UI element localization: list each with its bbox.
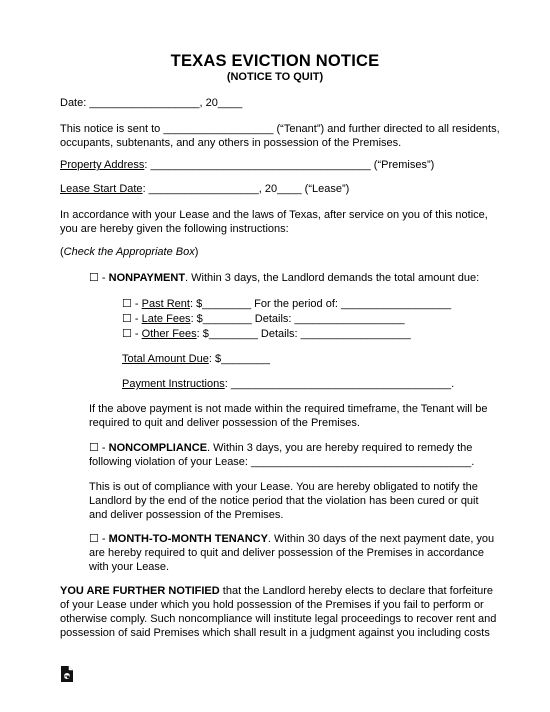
property-address-label: Property Address [60, 159, 145, 171]
accordance-line-2: you are hereby given the following instructions: [60, 223, 289, 235]
payment-instructions-field: : ____________________________________. [224, 378, 455, 390]
payment-instructions-label: Payment Instructions [122, 378, 225, 390]
out-of-compliance-line-3: and deliver possession of the Premises. [89, 509, 284, 521]
date-label: Date: [60, 97, 90, 109]
past-rent-field: : $________ For the period of: __________________ [189, 298, 452, 310]
late-fees-line [122, 312, 405, 327]
late-fees-field: : $________ Details: __________________ [190, 313, 405, 325]
nonpayment-title: NONPAYMENT [108, 272, 186, 284]
nonpayment-text: . Within 3 days, the Landlord demands the total amount due: [185, 272, 480, 284]
month-to-month-option [89, 532, 494, 547]
date-line [60, 96, 242, 111]
total-due-label: Total Amount Due [122, 353, 209, 365]
further-notified-line-1 [60, 584, 493, 599]
further-notified-line-4: possession of said Premises which shall result in a judgment against you including costs [60, 627, 490, 639]
notice-line-1: This notice is sent to __________________ (“Tenant”) and further directed to all residents, [60, 123, 500, 135]
property-address-field: : ____________________________________ (“Premises”) [144, 159, 435, 171]
nonpayment-checkbox[interactable]: ☐ - [89, 272, 109, 284]
other-fees-checkbox[interactable]: ☐ - [122, 328, 142, 340]
accordance-line-1: In accordance with your Lease and the laws of Texas, after service on you of this notice, [60, 209, 488, 221]
total-due-line [122, 352, 270, 367]
late-fees-label: Late Fees [141, 313, 191, 325]
lease-start-label: Lease Start Date [60, 183, 143, 195]
not-made-line-2: required to quit and deliver possession of the Premises. [89, 417, 360, 429]
month-to-month-title: MONTH-TO-MONTH TENANCY [108, 533, 268, 545]
lease-start-line [60, 182, 349, 197]
noncompliance-line-2: following violation of your Lease: ____________________________________. [89, 456, 475, 468]
month-to-month-checkbox[interactable]: ☐ - [89, 533, 109, 545]
noncompliance-title: NONCOMPLIANCE [108, 442, 208, 454]
document-logo-icon [60, 665, 74, 683]
past-rent-label: Past Rent [141, 298, 190, 310]
month-to-month-line-2: are hereby required to quit and deliver possession of the Premises in accordance [89, 547, 485, 559]
lease-start-field: : __________________, 20____ (“Lease”) [142, 183, 350, 195]
check-instruction-text: Check the Appropriate Box [63, 246, 195, 258]
out-of-compliance-line-2: Landlord by the end of the notice period that the violation has been cured or quit [89, 495, 479, 507]
out-of-compliance-line-1: This is out of compliance with your Lease. You are hereby obligated to notify the [89, 481, 478, 493]
document-title: TEXAS EVICTION NOTICE [170, 52, 380, 70]
further-notified-line-2: of your Lease under which you hold possession of the Premises if you fail to perform or [60, 599, 484, 611]
late-fees-checkbox[interactable]: ☐ - [122, 313, 142, 325]
check-open-paren: ( [60, 246, 64, 258]
further-notified-heading: YOU ARE FURTHER NOTIFIED [60, 585, 220, 597]
check-instruction [60, 245, 198, 260]
other-fees-line [122, 327, 411, 342]
property-address-line [60, 158, 434, 173]
nonpayment-option [89, 271, 479, 286]
other-fees-field: : $________ Details: __________________ [196, 328, 411, 340]
past-rent-checkbox[interactable]: ☐ - [122, 298, 142, 310]
date-field: __________________, 20____ [89, 97, 243, 109]
noncompliance-text: . Within 3 days, you are hereby required to remedy the [207, 442, 473, 454]
past-rent-line [122, 297, 451, 312]
month-to-month-text: . Within 30 days of the next payment date, you [267, 533, 495, 545]
total-due-field: : $________ [208, 353, 271, 365]
not-made-line-1: If the above payment is not made within the required timeframe, the Tenant will be [89, 403, 488, 415]
document-subtitle: (NOTICE TO QUIT) [226, 71, 324, 83]
further-notified-text: that the Landlord hereby elects to declare that forfeiture [219, 585, 494, 597]
check-close-paren: ) [194, 246, 199, 258]
other-fees-label: Other Fees [141, 328, 197, 340]
further-notified-line-3: otherwise comply. Such noncompliance will institute legal proceedings to recover rent and [60, 613, 497, 625]
notice-line-2: occupants, subtenants, and any others in possession of the Premises. [60, 137, 402, 149]
noncompliance-checkbox[interactable]: ☐ - [89, 442, 109, 454]
payment-instructions-line [122, 377, 454, 392]
month-to-month-line-3: with your Lease. [89, 561, 170, 573]
noncompliance-option [89, 441, 472, 456]
